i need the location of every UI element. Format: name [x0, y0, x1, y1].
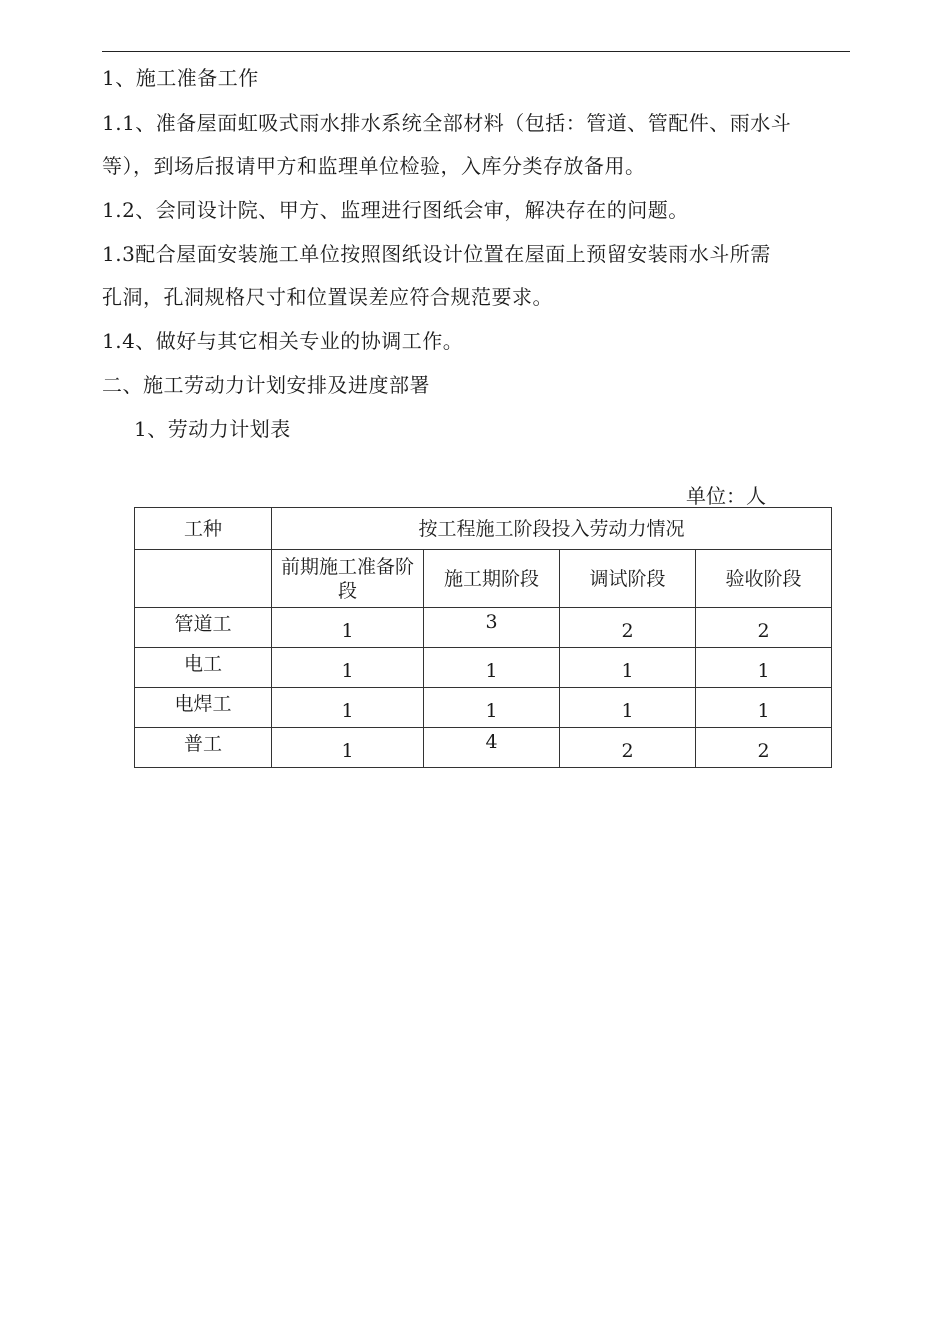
- value-cell: [696, 648, 832, 688]
- value-text: 1: [341, 739, 354, 762]
- table-unit-label: 单位：人: [686, 484, 766, 508]
- header-stage-prep: 前期施工准备阶段: [272, 550, 424, 608]
- header-stage-commissioning: 调试阶段: [560, 550, 696, 608]
- value-text: 2: [757, 619, 770, 642]
- value-text: 1: [621, 699, 634, 722]
- paragraph-1-1-line-2: 等），到场后报请甲方和监理单位检验，入库分类存放备用。: [102, 154, 646, 178]
- header-stage-construction: 施工期阶段: [424, 550, 560, 608]
- table-row: [135, 728, 832, 768]
- value-text: 1: [341, 659, 354, 682]
- value-text: 2: [757, 739, 770, 762]
- value-cell: [424, 688, 560, 728]
- value-text: 1: [341, 619, 354, 642]
- table-row: [135, 688, 832, 728]
- section-heading-labor-plan: 二、施工劳动力计划安排及进度部署: [102, 373, 430, 397]
- value-cell: [272, 608, 424, 648]
- header-stage-acceptance: 验收阶段: [696, 550, 832, 608]
- paragraph-1-1-line-1: 1.1、准备屋面虹吸式雨水排水系统全部材料（包括：管道、管配件、雨水斗: [102, 111, 792, 135]
- value-cell: [272, 648, 424, 688]
- value-text: 4: [485, 730, 498, 753]
- trade-cell: 普工: [135, 728, 272, 768]
- value-text: 1: [341, 699, 354, 722]
- header-rule: [102, 51, 850, 52]
- value-text: 1: [485, 699, 498, 722]
- subheading-labor-table: 1、劳动力计划表: [134, 417, 291, 441]
- table-header-row: [135, 508, 832, 550]
- value-cell: [272, 728, 424, 768]
- value-cell: [696, 688, 832, 728]
- labor-plan-table: [134, 507, 832, 768]
- table-row: [135, 648, 832, 688]
- value-text: 1: [621, 659, 634, 682]
- value-text: 2: [621, 739, 634, 762]
- value-text: 3: [485, 610, 498, 633]
- value-text: 1: [485, 659, 498, 682]
- paragraph-1-2: 1.2、会同设计院、甲方、监理进行图纸会审，解决存在的问题。: [102, 198, 689, 222]
- value-cell: [560, 728, 696, 768]
- value-text: 1: [757, 659, 770, 682]
- value-text: 2: [621, 619, 634, 642]
- header-empty-cell: [135, 550, 272, 608]
- trade-cell: 电工: [135, 648, 272, 688]
- value-text: 1: [757, 699, 770, 722]
- heading-preparation: 1、施工准备工作: [102, 66, 259, 90]
- value-cell: [424, 608, 560, 648]
- value-cell: [696, 608, 832, 648]
- paragraph-1-3-line-2: 孔洞，孔洞规格尺寸和位置误差应符合规范要求。: [102, 285, 553, 309]
- value-cell: [424, 648, 560, 688]
- header-trade: 工种: [135, 508, 272, 550]
- value-cell: [696, 728, 832, 768]
- value-cell: [424, 728, 560, 768]
- trade-cell: 电焊工: [135, 688, 272, 728]
- trade-cell: 管道工: [135, 608, 272, 648]
- paragraph-1-4: 1.4、做好与其它相关专业的协调工作。: [102, 329, 464, 353]
- value-cell: [272, 688, 424, 728]
- value-cell: [560, 608, 696, 648]
- table-row: [135, 608, 832, 648]
- table-stage-row: [135, 550, 832, 608]
- header-stage-group: 按工程施工阶段投入劳动力情况: [272, 508, 832, 550]
- value-cell: [560, 648, 696, 688]
- value-cell: [560, 688, 696, 728]
- paragraph-1-3-line-1: 1.3配合屋面安装施工单位按照图纸设计位置在屋面上预留安装雨水斗所需: [102, 242, 771, 266]
